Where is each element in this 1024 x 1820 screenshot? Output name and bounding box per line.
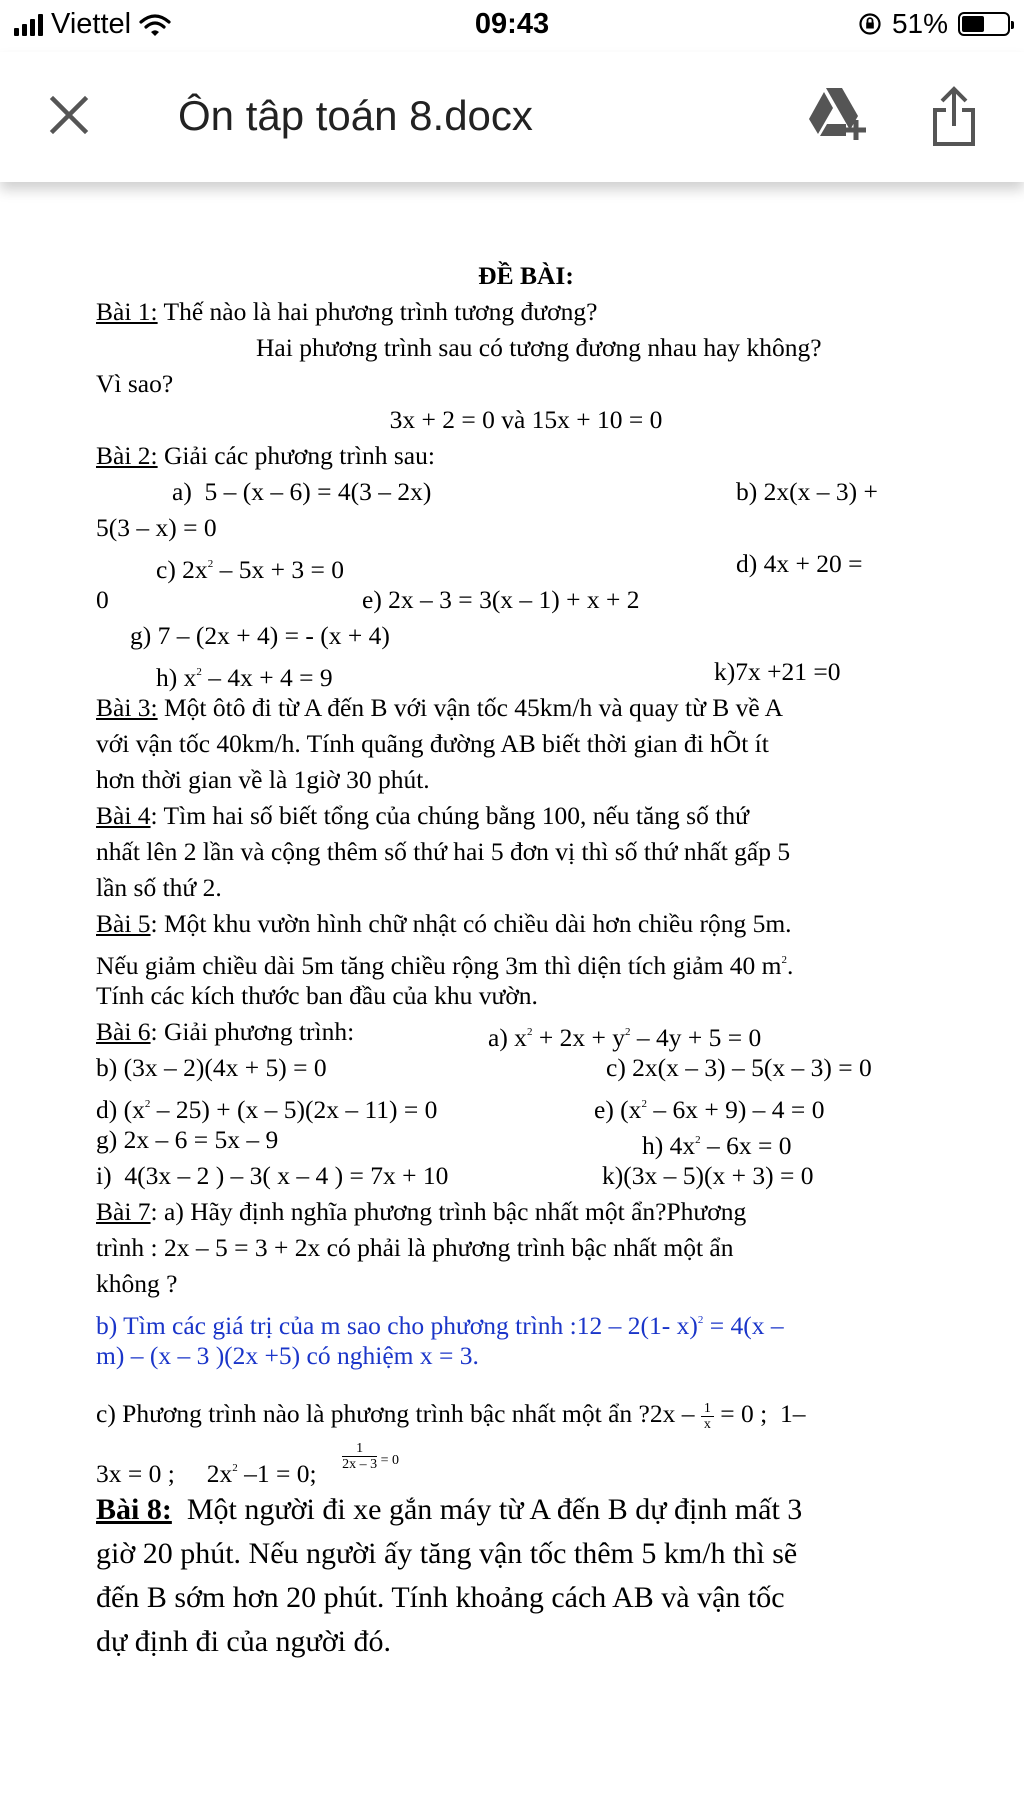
bai2-b: b) 2x(x – 3) +	[736, 477, 878, 506]
bai2-a: a) 5 – (x – 6) = 4(3 – 2x)	[172, 477, 432, 506]
bai3-line2: với vận tốc 40km/h. Tính quãng đường AB biết thời gian đi hÕt ít	[96, 729, 769, 758]
bai8-label: Bài 8:	[96, 1493, 172, 1526]
bai1-label: Bài 1:	[96, 297, 158, 326]
bai4-line1: Bài 4: Tìm hai số biết tổng của chúng bằng 100, nếu tăng số thứ	[96, 801, 749, 830]
battery-percent: 51%	[891, 8, 948, 39]
bai5-line2: Nếu giảm chiều dài 5m tăng chiều rộng 3m thì diện tích giảm 40 $m^2$.	[96, 951, 794, 980]
bai1-line2: Hai phương trình sau có tương đương nhau hay không?	[256, 333, 822, 362]
bai6-line5	[96, 1158, 956, 1194]
spacer	[96, 1374, 956, 1396]
status-bar	[0, 0, 1024, 52]
bai8-line2: giờ 20 phút. Nếu người ấy tăng vận tốc thêm 5 km/h thì sẽ	[96, 1537, 798, 1570]
bai7-line3: không ?	[96, 1269, 178, 1298]
bai6-line3	[96, 1086, 956, 1122]
bai7-c-line1: c) Phương trình nào là phương trình bậc nhất một ẩn ?2x – $\frac{1}{x}$ = 0 ; 1–	[96, 1399, 806, 1432]
document-title: Ôn tâp toán 8.docx	[178, 92, 533, 139]
document-heading: ĐỀ BÀI:	[478, 261, 574, 290]
bai3-line1: Bài 3: Một ôtô đi từ A đến B với vận tốc 45km/h và quay từ B về A	[96, 693, 784, 722]
bai1-line3: Vì sao?	[96, 369, 174, 398]
bai6-e: e) $(x^2 - 6x + 9) - 4 = 0$	[594, 1095, 825, 1124]
bai1-equation: 3x + 2 = 0 và 15x + 10 = 0	[389, 405, 663, 434]
bai2-line7	[96, 654, 956, 690]
carrier-name: Viettel	[51, 8, 132, 40]
bai2-line1: Bài 2: Giải các phương trình sau:	[96, 441, 435, 470]
bai6-b: b) (3x – 2)(4x + 5) = 0	[96, 1053, 327, 1082]
orientation-lock-icon	[858, 12, 882, 36]
bai1-line1: Bài 1: Thế nào là hai phương trình tương đương?	[96, 297, 598, 326]
close-icon	[44, 90, 94, 140]
bai7-line2: trình : 2x – 5 = 3 + 2x có phải là phương trình bậc nhất một ẩn	[96, 1233, 734, 1262]
bai6-label: Bài 6	[96, 1017, 151, 1046]
bai3-label: Bài 3:	[96, 693, 158, 722]
bai6-a: a) $x^2 + 2x + y^2 - 4y + 5 = 0$	[488, 1023, 762, 1052]
bai4-line3: lần số thứ 2.	[96, 873, 222, 902]
bai2-h: h) $x^2 - 4x + 4 = 9$	[156, 663, 333, 692]
bai7-c-line2: 3x = 0 ; $2x^2$ –1 = 0; $\frac{1}{2x - 3}$ $^{= 0}$	[96, 1441, 399, 1488]
bai6-i: i) 4(3x – 2 ) – 3( x – 4 ) = 7x + 10	[96, 1161, 449, 1190]
bai4-label: Bài 4	[96, 801, 151, 830]
share-button[interactable]	[930, 86, 978, 148]
bai5-line1: Bài 5: Một khu vườn hình chữ nhật có chiều dài hơn chiều rộng 5m.	[96, 909, 792, 938]
bai7-b-line2: m) – (x – 3 )(2x +5) có nghiệm x = 3.	[96, 1341, 479, 1370]
bai2-d: d) 4x + 20 =	[736, 549, 863, 578]
bai6-d: d) $(x^2 - 25) + (x - 5)(2x - 11) = 0$	[96, 1095, 438, 1124]
bai5-line3: Tính các kích thước ban đầu của khu vườn.	[96, 981, 538, 1010]
bai3-line3: hơn thời gian về là 1giờ 30 phút.	[96, 765, 430, 794]
bai6-line2	[96, 1050, 956, 1086]
bai2-k: k)7x +21 =0	[714, 657, 841, 686]
bai6-g: g) 2x – 6 = 5x – 9	[96, 1125, 279, 1154]
drive-add-icon	[806, 86, 868, 142]
bai6-line1: Bài 6: Giải phương trình: a) $x^2 + 2x + y^2 - 4y + 5 = 0$	[96, 1014, 956, 1050]
bai2-line4	[96, 546, 956, 582]
share-icon	[930, 86, 978, 148]
bai8-line4: dự định đi của người đó.	[96, 1625, 392, 1658]
close-button[interactable]	[44, 90, 94, 140]
bai6-c: c) 2x(x – 3) – 5(x – 3) = 0	[606, 1053, 872, 1082]
document-page	[96, 258, 956, 1664]
fraction-1-over-2x-3: $\frac{1}{2x - 3}$	[342, 1441, 378, 1472]
bai2-line5: 0 e) 2x – 3 = 3(x – 1) + x + 2	[96, 582, 956, 618]
bai5-label: Bài 5	[96, 909, 151, 938]
bai2-label: Bài 2:	[96, 441, 158, 470]
bai7-line1: Bài 7: a) Hãy định nghĩa phương trình bậc nhất một ẩn?Phương	[96, 1197, 747, 1226]
bai6-line4	[96, 1122, 956, 1158]
clock: 09:43	[474, 8, 550, 40]
bai6-h: h) $4x^2 - 6x = 0$	[642, 1131, 792, 1160]
app-bar	[0, 52, 1024, 182]
fraction-1-over-x: $\frac{1}{x}$	[701, 1401, 714, 1432]
bai7-b-line1: b) Tìm các giá trị của m sao cho phương trình :12 – 2(1- x)$^2$ = 4(x –	[96, 1311, 784, 1340]
bai8-line1: Bài 8: Một người đi xe gắn máy từ A đến B dự định mất 3	[96, 1493, 803, 1526]
bai2-line2	[96, 474, 956, 510]
add-to-drive-button[interactable]	[806, 86, 868, 142]
bai8-line3: đến B sớm hơn 20 phút. Tính khoảng cách AB và vận tốc	[96, 1581, 785, 1614]
bai2-e: e) 2x – 3 = 3(x – 1) + x + 2	[362, 585, 640, 614]
bai2-line6	[96, 618, 956, 654]
bai4-line2: nhất lên 2 lần và cộng thêm số thứ hai 5 đơn vị thì số thứ nhất gấp 5	[96, 837, 791, 866]
battery-icon	[958, 12, 1010, 36]
bai7-label: Bài 7	[96, 1197, 151, 1226]
bai2-c: c) $2x^2 - 5x + 3 = 0$	[156, 555, 344, 584]
bai2-line3: 5(3 – x) = 0	[96, 513, 217, 542]
bai2-g: g) 7 – (2x + 4) = - (x + 4)	[130, 621, 390, 650]
bai6-k: k)(3x – 5)(x + 3) = 0	[602, 1161, 814, 1190]
